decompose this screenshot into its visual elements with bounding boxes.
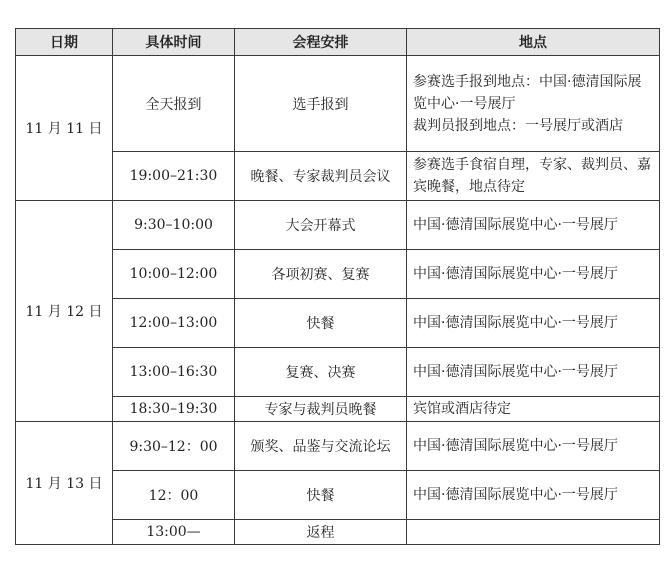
table-row <box>16 299 660 348</box>
date-cell: 11 月 12 日 <box>16 201 113 422</box>
time-cell: 18:30–19:30 <box>113 397 235 422</box>
event-cell: 快餐 <box>235 299 407 348</box>
event-cell: 大会开幕式 <box>235 201 407 250</box>
header-time: 具体时间 <box>113 29 235 56</box>
table-row <box>16 201 660 250</box>
header-date: 日期 <box>16 29 113 56</box>
table-row <box>16 397 660 422</box>
athlete-checkin-location: 参赛选手报到地点：中国·德清国际展览中心·一号展厅 <box>413 73 642 112</box>
table-row <box>16 520 660 545</box>
location-cell: 中国·德清国际展览中心·一号展厅 <box>407 471 660 520</box>
schedule-table <box>15 28 660 545</box>
time-cell: 全天报到 <box>113 56 235 152</box>
time-cell: 12：00 <box>113 471 235 520</box>
header-event: 会程安排 <box>235 29 407 56</box>
header-row <box>16 29 660 56</box>
location-cell <box>407 56 660 152</box>
event-cell: 选手报到 <box>235 56 407 152</box>
table-row <box>16 422 660 471</box>
location-cell: 参赛选手食宿自理，专家、裁判员、嘉宾晚餐，地点待定 <box>407 152 660 201</box>
location-cell <box>407 520 660 545</box>
event-cell: 颁奖、品鉴与交流论坛 <box>235 422 407 471</box>
time-cell: 10:00–12:00 <box>113 250 235 299</box>
header-location: 地点 <box>407 29 660 56</box>
location-cell: 中国·德清国际展览中心·一号展厅 <box>407 422 660 471</box>
location-cell: 中国·德清国际展览中心·一号展厅 <box>407 201 660 250</box>
table-row <box>16 348 660 397</box>
location-cell: 宾馆或酒店待定 <box>407 397 660 422</box>
table-row <box>16 152 660 201</box>
location-cell: 中国·德清国际展览中心·一号展厅 <box>407 348 660 397</box>
event-cell: 返程 <box>235 520 407 545</box>
time-cell: 9:30–12：00 <box>113 422 235 471</box>
event-cell: 复赛、决赛 <box>235 348 407 397</box>
time-cell: 19:00–21:30 <box>113 152 235 201</box>
time-cell: 9:30–10:00 <box>113 201 235 250</box>
date-cell: 11 月 13 日 <box>16 422 113 545</box>
table-row <box>16 471 660 520</box>
event-cell: 专家与裁判员晚餐 <box>235 397 407 422</box>
date-cell: 11 月 11 日 <box>16 56 113 201</box>
time-cell: 13:00–16:30 <box>113 348 235 397</box>
location-cell: 中国·德清国际展览中心·一号展厅 <box>407 250 660 299</box>
table-row <box>16 250 660 299</box>
event-cell: 晚餐、专家裁判员会议 <box>235 152 407 201</box>
time-cell: 13:00— <box>113 520 235 545</box>
table-row <box>16 56 660 152</box>
time-cell: 12:00–13:00 <box>113 299 235 348</box>
event-cell: 快餐 <box>235 471 407 520</box>
referee-checkin-location: 裁判员报到地点：一号展厅或酒店 <box>413 117 623 134</box>
location-cell: 中国·德清国际展览中心·一号展厅 <box>407 299 660 348</box>
event-cell: 各项初赛、复赛 <box>235 250 407 299</box>
